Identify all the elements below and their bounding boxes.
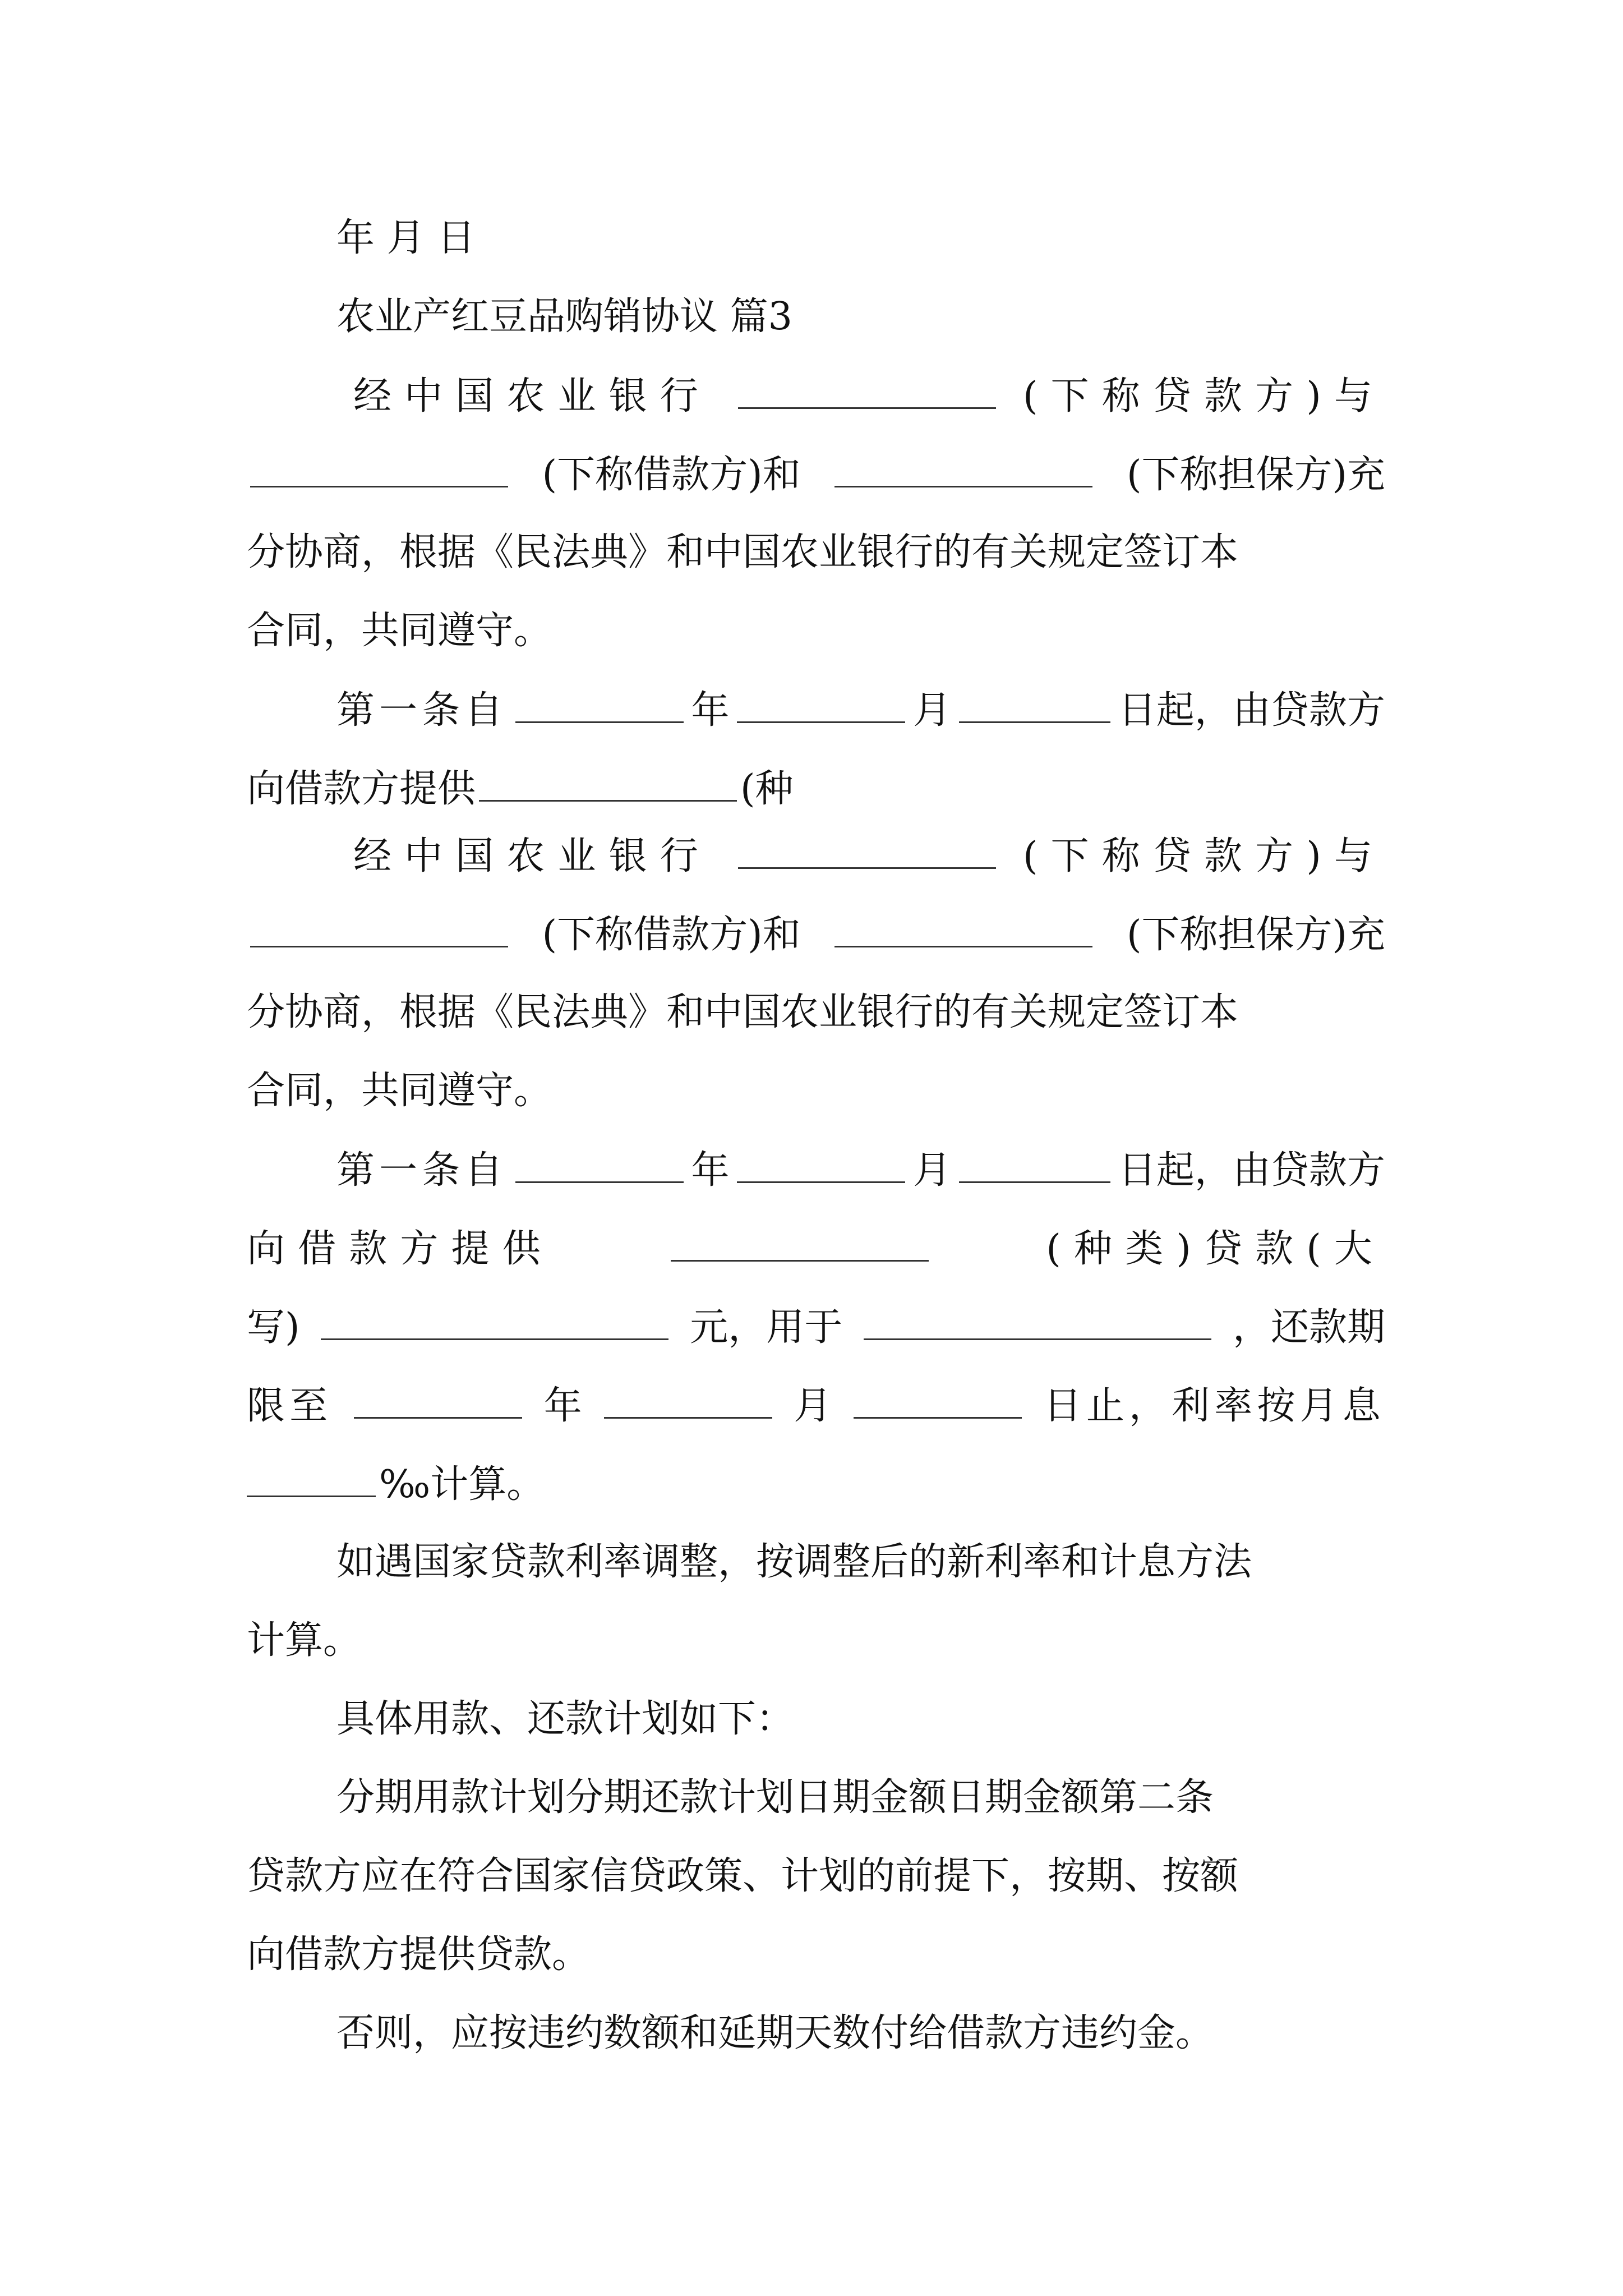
borrower-blank-2[interactable] [250,903,508,947]
start-day-blank-2[interactable] [959,1139,1110,1183]
art1-b-line-4-end: 日止，利率按月息 [1043,1384,1385,1428]
date-line: 年 月 日 [336,216,476,260]
loan-type-blank[interactable] [479,757,737,802]
start-day-blank[interactable] [959,679,1110,723]
art1-b-line-2-start: 向借款方提供 [247,1227,554,1271]
art2-line-1: 分期用款计划分期还款计划日期金额日期金额第二条 [336,1775,1214,1820]
art1-b-line-3-end: ，还款期 [1232,1305,1385,1350]
start-month-blank[interactable] [737,679,905,723]
amount-uppercase-blank[interactable] [321,1296,668,1340]
intro-b-line-1-start: 经中国农业银行 [353,834,711,878]
art1-b-line-4 [247,1374,1385,1436]
art1-b-line-5-end: ‰计算。 [379,1462,545,1507]
intro-a-line-2 [247,443,1385,505]
art1-a-line-1-end: 日起，由贷款方 [1118,688,1385,733]
due-day-blank[interactable] [854,1374,1022,1419]
start-month-blank-2[interactable] [737,1139,905,1183]
section-heading: 农业产红豆品购销协议 篇3 [336,295,792,339]
loan-type-blank-2[interactable] [671,1217,929,1262]
start-year-blank[interactable] [515,679,684,723]
art1-a-line-2-start: 向借款方提供 [247,767,476,811]
art1-b-line-1-start: 第一条自 [336,1148,508,1193]
art1-b-line-3-start: 写) [247,1305,300,1350]
due-year-blank[interactable] [354,1374,522,1419]
art1-b-month: 月 [913,1148,952,1193]
art1-b-year: 年 [691,1148,730,1193]
art1-b-line-3-mid: 元，用于 [690,1305,843,1350]
art1-a-line-2 [247,757,1385,819]
art2-line-3: 向借款方提供贷款。 [247,1932,591,1977]
art1-b-due-month: 月 [794,1384,832,1428]
plan-line: 具体用款、还款计划如下： [336,1697,795,1741]
art1-b-line-4-start: 限至 [247,1384,333,1428]
intro-a-line-1-end: (下称贷款方)与 [1022,374,1385,418]
art1-a-line-2-end: (种 [740,767,794,811]
rate-adjust-line-2: 计算。 [247,1618,362,1663]
intro-b-line-2-end: (下称担保方)充 [1126,913,1385,957]
art1-b-line-2 [247,1217,1385,1279]
guarantor-blank[interactable] [834,443,1092,487]
art1-b-line-1-end: 日起，由贷款方 [1118,1148,1385,1193]
art1-b-line-1 [336,1139,1385,1200]
start-year-blank-2[interactable] [515,1139,684,1183]
art1-b-line-3 [247,1296,1385,1358]
intro-b-line-3: 分协商，根据《民法典》和中国农业银行的有关规定签订本 [247,990,1239,1034]
intro-a-line-2-end: (下称担保方)充 [1126,453,1385,497]
guarantor-blank-2[interactable] [834,903,1092,947]
intro-a-line-1-start: 经中国农业银行 [353,374,711,418]
art1-b-line-5 [247,1453,1385,1515]
borrower-blank[interactable] [250,443,508,487]
intro-b-line-1-end: (下称贷款方)与 [1022,834,1385,878]
monthly-rate-blank[interactable] [247,1453,376,1497]
intro-b-line-2-mid: (下称借款方)和 [542,913,801,957]
rate-adjust-line-1: 如遇国家贷款利率调整，按调整后的新利率和计息方法 [336,1540,1252,1584]
intro-b-line-4: 合同，共同遵守。 [247,1069,552,1113]
art1-a-year: 年 [691,688,730,733]
art2-line-2: 贷款方应在符合国家信贷政策、计划的前提下，按期、按额 [247,1854,1239,1898]
penalty-line: 否则，应按违约数额和延期天数付给借款方违约金。 [336,2011,1214,2055]
art1-b-line-2-end: (种类)贷款(大 [1046,1227,1385,1271]
lender-blank-2[interactable] [738,825,996,869]
lender-blank[interactable] [738,365,996,409]
art1-a-month: 月 [913,688,952,733]
due-month-blank[interactable] [604,1374,772,1419]
intro-b-line-2 [247,903,1385,965]
art1-a-line-1 [336,679,1385,740]
art1-a-line-1-start: 第一条自 [336,688,508,733]
intro-a-line-4: 合同，共同遵守。 [247,609,552,653]
intro-a-line-2-mid: (下称借款方)和 [542,453,801,497]
loan-purpose-blank[interactable] [864,1296,1211,1340]
art1-b-due-year: 年 [543,1384,582,1428]
intro-a-line-3: 分协商，根据《民法典》和中国农业银行的有关规定签订本 [247,530,1239,574]
intro-b-line-1 [353,825,1385,886]
intro-a-line-1 [353,365,1385,426]
